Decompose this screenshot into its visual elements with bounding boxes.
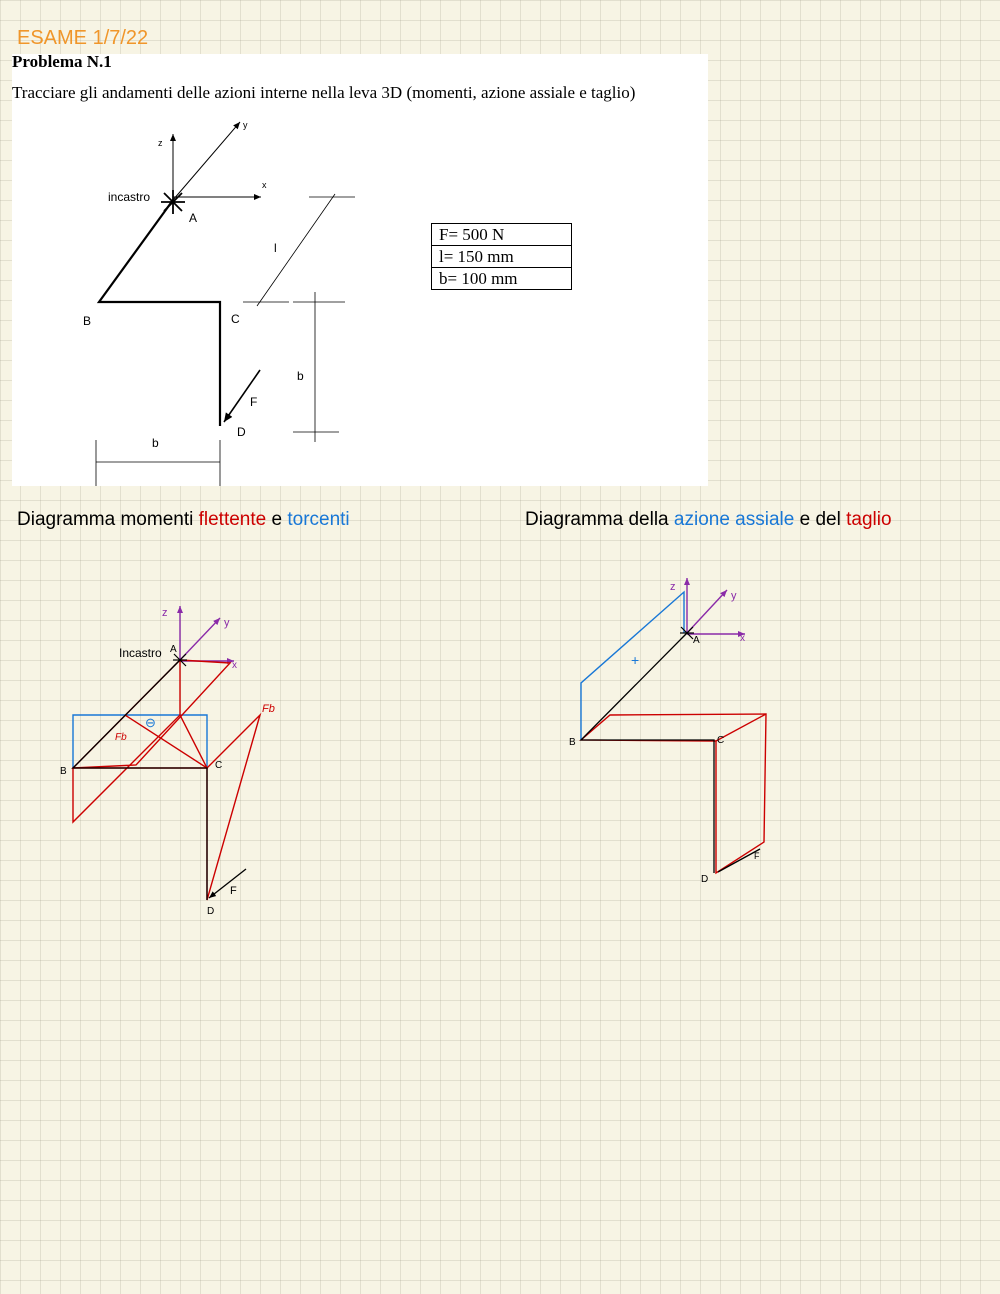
point-b-label: B [83, 314, 92, 328]
point-c-label: C [717, 735, 725, 746]
axis-z-label: z [158, 138, 163, 148]
axis-y-label: y [731, 590, 737, 602]
axis-z-label: z [670, 581, 676, 593]
point-d-label: D [701, 874, 709, 885]
incastro-label: incastro [108, 190, 151, 204]
moments-diagram [0, 560, 480, 930]
force-label: F [754, 851, 760, 861]
axis-y-line [180, 618, 220, 660]
point-c-label: C [215, 760, 223, 771]
axis-x-label: x [232, 660, 237, 671]
lever-structure [73, 660, 207, 900]
bending-label-fb-2: Fb [262, 703, 275, 715]
table-row [432, 246, 572, 268]
heading-conjunction: e del [794, 509, 847, 530]
shear-force-diagram [581, 714, 766, 873]
point-a-label: A [693, 635, 700, 646]
dim-l-line [257, 194, 335, 306]
axis-y-label: y [243, 120, 248, 130]
exam-title: ESAME 1/7/22 [17, 27, 149, 49]
lever-figure [12, 54, 708, 486]
lever-structure [99, 200, 220, 426]
axis-y-label: y [224, 617, 230, 629]
axis-z-label: z [162, 607, 168, 619]
axial-sign-positive: + [631, 652, 640, 668]
heading-torsion-word: torcenti [287, 509, 350, 530]
table-row [432, 268, 572, 290]
axial-diagram-heading [525, 509, 892, 531]
problem-statement: Tracciare gli andamenti delle azioni interne nella leva 3D (momenti, azione assiale e taglio) [12, 83, 636, 102]
heading-prefix: Diagramma momenti [17, 509, 199, 530]
heading-conjunction: e [266, 509, 288, 530]
point-b-label: B [60, 766, 67, 777]
incastro-symbol [161, 190, 185, 214]
axis-y-line [687, 590, 727, 633]
point-d-label: D [207, 906, 215, 917]
force-label: F [230, 885, 237, 897]
dim-l-label: l [274, 241, 277, 255]
point-a-label: A [170, 644, 177, 655]
bending-label-fb-1: Fb [115, 732, 127, 743]
table-cell-length-b: b= 100 mm [432, 268, 572, 290]
heading-shear-word: taglio [846, 509, 892, 530]
table-row [432, 224, 572, 246]
point-c-label: C [231, 312, 240, 326]
axis-x-label: x [262, 180, 267, 190]
lever-structure [581, 633, 714, 873]
point-a-label: A [189, 211, 198, 225]
bending-moment-diagram [73, 660, 260, 900]
force-label: F [250, 395, 258, 409]
axis-y-line [173, 122, 240, 200]
dim-b-vertical-label: b [297, 369, 304, 383]
point-b-label: B [569, 737, 576, 748]
dim-b-horizontal-label: b [152, 436, 159, 450]
heading-axial-word: azione assiale [673, 509, 795, 530]
torsion-sign-negative: ⊖ [145, 715, 156, 730]
moments-diagram-heading [17, 509, 350, 531]
data-table [431, 223, 572, 290]
incastro-label: Incastro [119, 646, 162, 660]
table-cell-length-l: l= 150 mm [432, 246, 572, 268]
problem-card [12, 54, 708, 486]
problem-heading: Problema N.1 [12, 52, 112, 71]
axis-x-label: x [740, 633, 745, 644]
table-cell-force: F= 500 N [432, 224, 572, 246]
heading-prefix: Diagramma della [525, 509, 674, 530]
point-d-label: D [237, 425, 246, 439]
axial-shear-diagram [520, 560, 820, 900]
heading-bending-word: flettente [198, 509, 267, 530]
